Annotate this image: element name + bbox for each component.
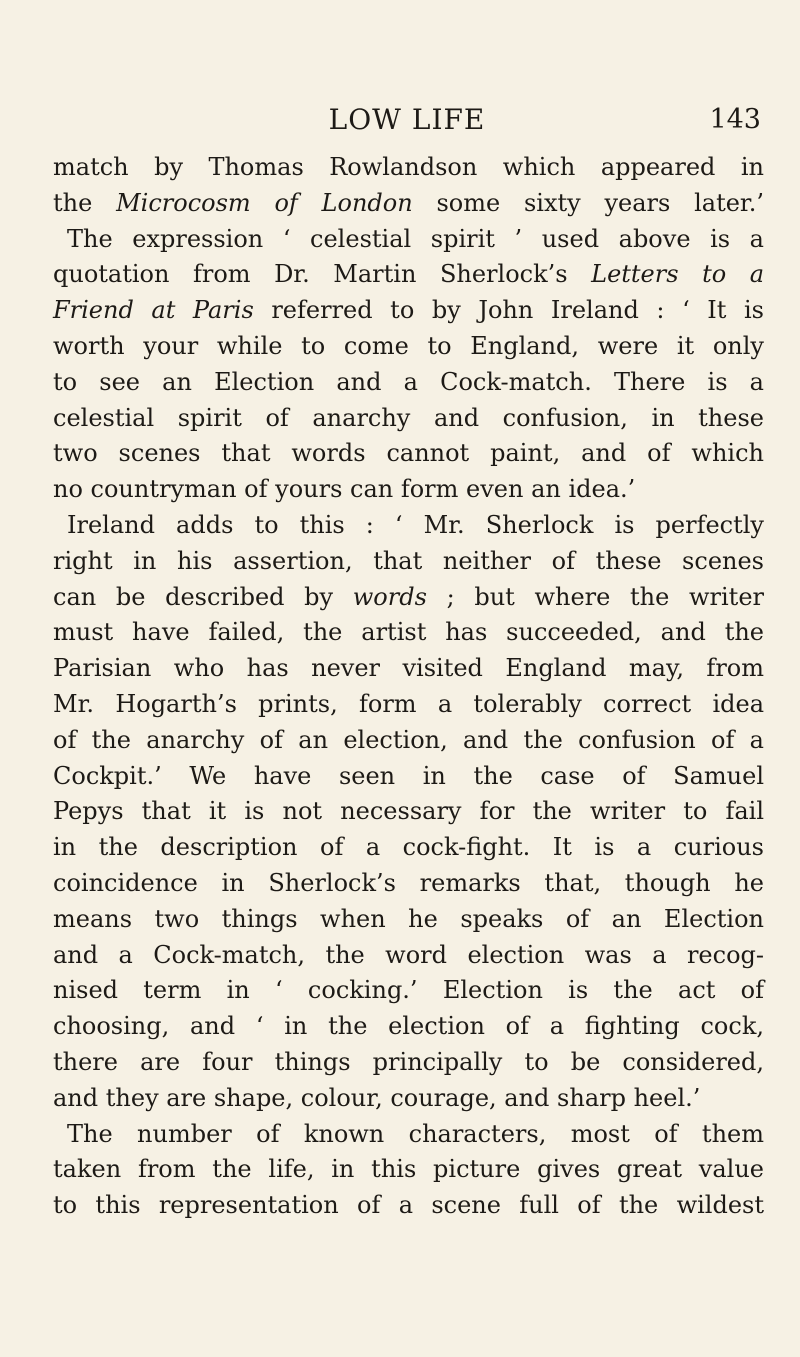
running-title: LOW LIFE: [328, 103, 486, 136]
text-line: [53, 401, 764, 437]
text-segment: two scenes that words cannot paint, and of which: [53, 439, 764, 468]
text-line: [53, 938, 764, 974]
text-segment: coincidence in Sherlock’s remarks that, though he: [53, 868, 764, 897]
text-segment: and they are shape, colour, courage, and sharp heel.’: [53, 1083, 701, 1112]
text-segment: some sixty years later.’: [412, 188, 765, 217]
running-head: [53, 100, 761, 140]
text-line: [53, 902, 764, 938]
text-segment: means two things when he speaks of an Election: [53, 904, 764, 933]
text-segment: no countryman of yours can form even an idea.’: [53, 475, 636, 504]
text-line: [53, 687, 764, 723]
text-segment: celestial spirit of anarchy and confusion, in these: [53, 403, 764, 432]
text-line: [53, 150, 764, 186]
text-line: [53, 973, 764, 1009]
text-segment: nised term in ‘ cocking.’ Election is the act of: [53, 976, 764, 1005]
text-segment: choosing, and ‘ in the election of a fighting cock,: [53, 1012, 764, 1041]
text-line: [53, 759, 764, 795]
text-segment: must have failed, the artist has succeeded, and the: [53, 618, 764, 647]
text-line: [53, 1045, 764, 1081]
text-line: [53, 830, 764, 866]
text-segment: of the anarchy of an election, and the confusion of a: [53, 725, 764, 754]
text-segment: match by Thomas Rowlandson which appeared in: [53, 153, 764, 181]
text-line: [53, 1152, 764, 1188]
italic-title-letters: Letters to a: [591, 260, 765, 289]
text-segment: worth your while to come to England, were it only: [53, 331, 764, 360]
text-segment: Mr. Hogarth’s prints, form a tolerably correct idea: [53, 689, 764, 718]
page-number: 143: [709, 104, 761, 135]
text-segment: ; but where the writer: [426, 582, 764, 611]
text-segment: in the description of a cock-fight. It is a curious: [53, 833, 764, 862]
italic-title-friend-at-paris: Friend at Paris: [53, 296, 254, 325]
text-segment: to see an Election and a Cock-match. There is a: [53, 367, 764, 396]
text-line: [53, 580, 764, 616]
text-line: [53, 615, 764, 651]
text-segment: quotation from Dr. Martin Sherlock’s: [53, 260, 592, 289]
text-segment: referred to by John Ireland : ‘ It is: [253, 296, 764, 325]
text-line: [53, 329, 764, 365]
text-line: [53, 257, 764, 293]
text-line: [53, 365, 764, 401]
text-line: [53, 794, 764, 830]
text-segment: The number of known characters, most of them: [67, 1119, 764, 1148]
body-text: [53, 150, 764, 1224]
text-line: [53, 186, 764, 222]
text-line: [53, 723, 764, 759]
text-line: [53, 436, 764, 472]
text-segment: and a Cock-match, the word election was a recog-: [53, 940, 764, 969]
paragraph-start-line: [53, 222, 764, 258]
text-segment: there are four things principally to be considered,: [53, 1047, 764, 1076]
text-segment: The expression ‘ celestial spirit ’ used above is a: [67, 224, 764, 253]
text-segment: right in his assertion, that neither of these scenes: [53, 546, 764, 575]
italic-title-microcosm: Microcosm of London: [116, 188, 413, 217]
text-segment: can be described by: [53, 582, 353, 611]
text-segment: Pepys that it is not necessary for the writer to fail: [53, 797, 764, 826]
text-segment: Parisian who has never visited England may, from: [53, 654, 764, 683]
text-line: [53, 866, 764, 902]
text-segment: Cockpit.’ We have seen in the case of Samuel: [53, 761, 764, 790]
paragraph-start-line: [53, 508, 764, 544]
text-line: [53, 293, 764, 329]
text-line: [53, 472, 764, 508]
italic-word-words: words: [352, 582, 427, 611]
paragraph-start-line: [53, 1117, 764, 1153]
text-segment: taken from the life, in this picture gives great value: [53, 1155, 764, 1184]
text-line: [53, 1188, 764, 1224]
text-segment: to this representation of a scene full of the wildest: [53, 1191, 764, 1220]
text-line: [53, 651, 764, 687]
text-line: [53, 544, 764, 580]
text-line: [53, 1009, 764, 1045]
text-segment: the: [53, 188, 117, 217]
text-line: [53, 1081, 764, 1117]
text-segment: Ireland adds to this : ‘ Mr. Sherlock is perfectly: [67, 510, 764, 539]
